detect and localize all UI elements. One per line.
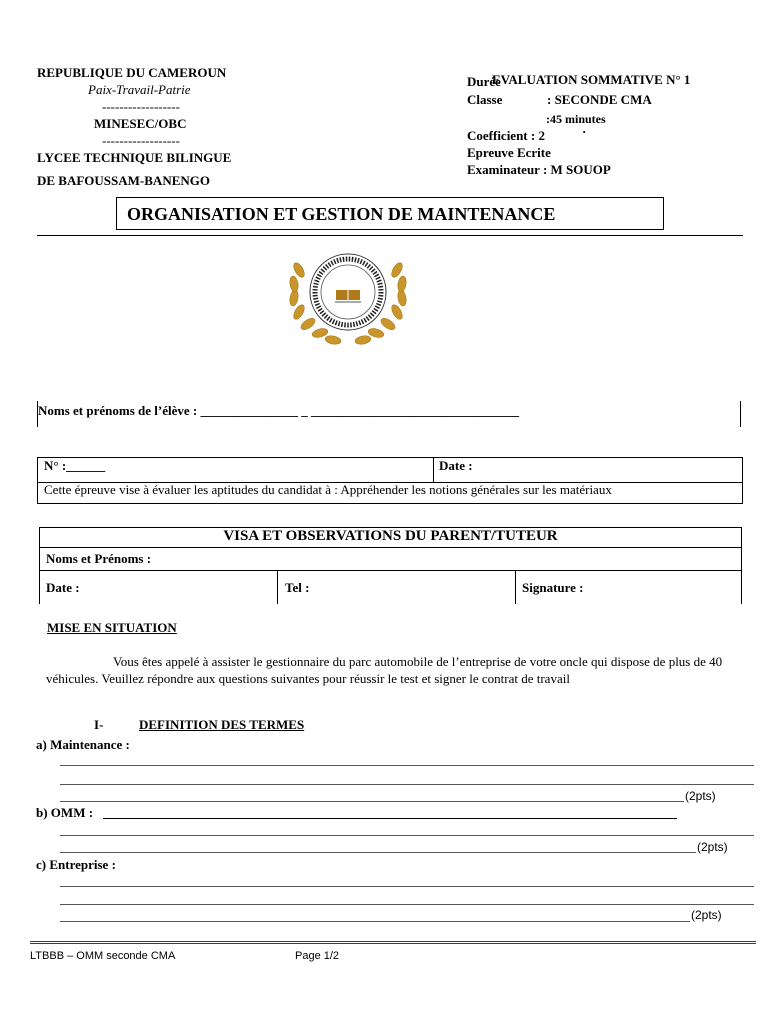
table-divider [433, 458, 434, 482]
visa-title: VISA ET OBSERVATIONS DU PARENT/TUTEUR [223, 528, 558, 544]
class-label: Classe [467, 92, 503, 107]
title-rule [37, 235, 743, 236]
question-b-label: b) OMM : [36, 805, 94, 820]
answer-line[interactable] [60, 784, 754, 785]
situation-heading: MISE EN SITUATION [47, 620, 177, 635]
visa-rule [39, 547, 742, 548]
ministry: MINESEC/OBC [94, 116, 187, 131]
school-name-line1: LYCEE TECHNIQUE BILINGUE [37, 150, 232, 165]
dot-mark: · [582, 124, 587, 139]
footer-left: LTBBB – OMM seconde CMA [30, 950, 176, 962]
school-logo [283, 240, 413, 352]
separator: ------------------ [102, 133, 180, 148]
parent-signature-field[interactable]: Signature : [522, 580, 584, 595]
examiner: Examinateur : M SOUOP [467, 162, 611, 177]
page-number: Page 1/2 [295, 950, 340, 962]
section-title: DEFINITION DES TERMES [139, 717, 305, 732]
footer-rule [30, 941, 756, 944]
question-b-points: (2pts) [697, 840, 728, 854]
school-name-line2: DE BAFOUSSAM-BANENGO [37, 173, 210, 188]
answer-line[interactable] [60, 852, 696, 853]
answer-line[interactable] [60, 904, 754, 905]
question-a-points: (2pts) [685, 789, 716, 803]
country-name: REPUBLIQUE DU CAMEROUN [37, 65, 227, 80]
parent-tel-field[interactable]: Tel : [285, 580, 310, 595]
section-number: I- [94, 717, 104, 732]
question-a-label: a) Maintenance : [36, 737, 130, 752]
student-number-field[interactable]: N° :______ [44, 458, 106, 473]
evaluation-title: EVALUATION SOMMATIVE N° 1 [492, 72, 691, 87]
objective-text: Cette épreuve vise à évaluer les aptitudes du candidat à : Appréhender les notions générales sur les matériaux [44, 482, 612, 497]
exam-type: Epreuve Ecrite [467, 145, 551, 160]
parent-date-field[interactable]: Date : [46, 580, 80, 595]
class-value: : SECONDE CMA [547, 92, 652, 107]
answer-line[interactable] [60, 835, 754, 836]
answer-line[interactable] [103, 818, 677, 819]
visa-divider [515, 570, 516, 604]
situation-paragraph: Vous êtes appelé à assister le gestionnaire du parc automobile de l’entreprise de votre oncle qui dispose de plus de 40 véhicules. Veuillez répondre aux questions suivantes pour réussir le test et signer le contrat de travail [46, 654, 723, 686]
visa-rule [39, 570, 742, 571]
visa-divider [277, 570, 278, 604]
separator: ------------------ [102, 99, 180, 114]
info-table [37, 457, 743, 504]
question-c-label: c) Entreprise : [36, 857, 116, 872]
national-motto: Paix-Travail-Patrie [88, 82, 191, 97]
answer-line[interactable] [60, 801, 684, 802]
question-c-points: (2pts) [691, 908, 722, 922]
student-name-field[interactable]: Noms et prénoms de l’élève : _______________ _ ________________________________ [38, 403, 519, 418]
answer-line[interactable] [60, 886, 754, 887]
title-box [116, 197, 664, 230]
date-field[interactable]: Date : [439, 458, 473, 473]
duration-label: Durée [467, 74, 501, 89]
coefficient: Coefficient : 2 [467, 128, 545, 143]
parent-names-field[interactable]: Noms et Prénoms : [46, 551, 152, 566]
answer-line[interactable] [60, 765, 754, 766]
name-right-border [740, 401, 741, 427]
duration-value: :45 minutes [546, 112, 606, 126]
answer-line[interactable] [60, 921, 690, 922]
document-title: ORGANISATION ET GESTION DE MAINTENANCE [127, 204, 556, 224]
